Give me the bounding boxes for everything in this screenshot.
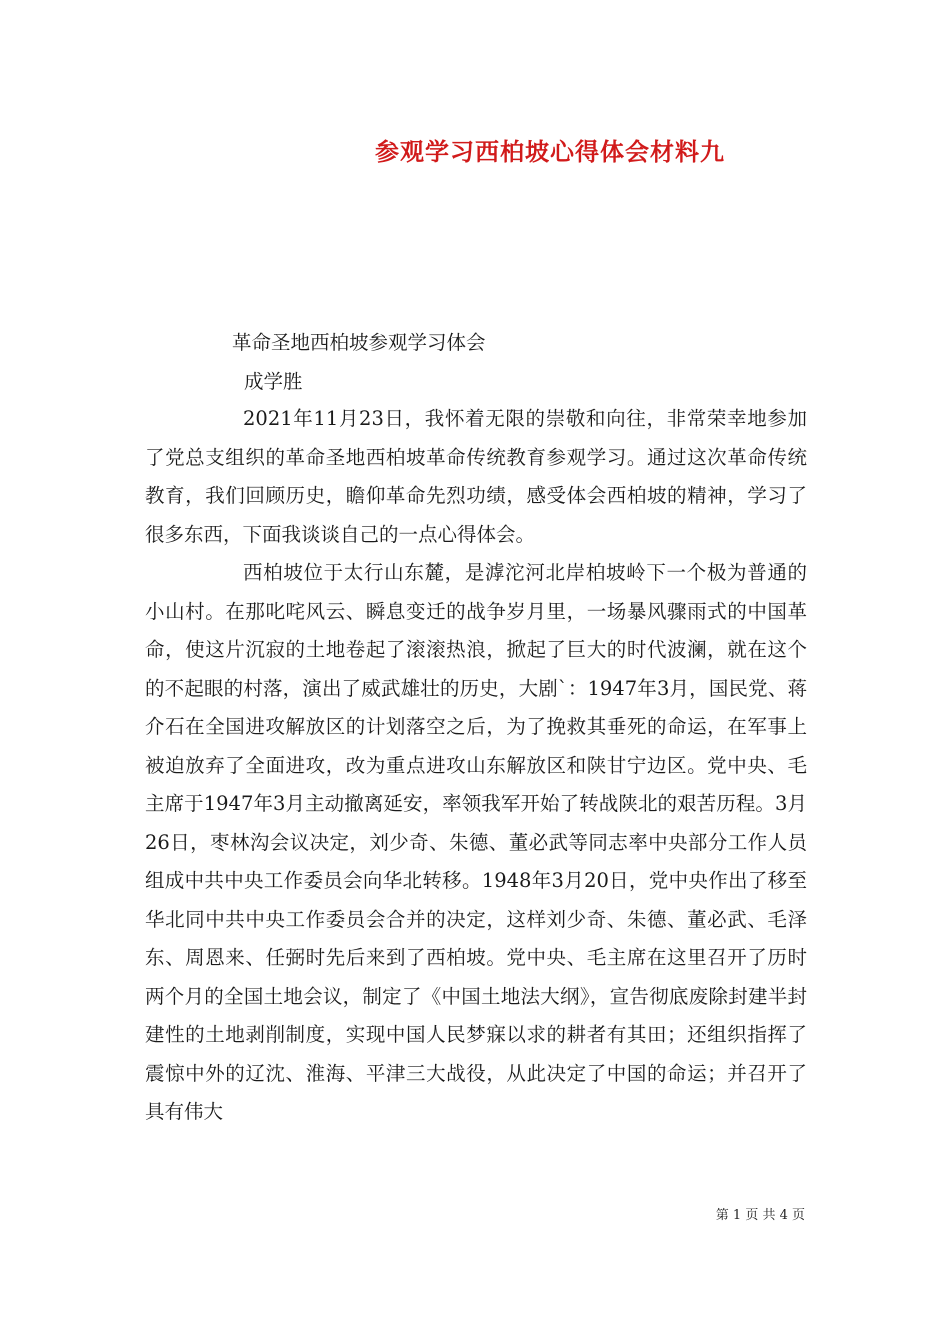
document-subtitle: 革命圣地西柏坡参观学习体会: [232, 331, 486, 354]
document-title: 参观学习西柏坡心得体会材料九: [375, 137, 725, 166]
document-body: [145, 400, 807, 1132]
body-paragraph: 2021年11月23日，我怀着无限的崇敬和向往，非常荣幸地参加了党总支组织的革命圣地西柏坡革命传统教育参观学习。通过这次革命传统教育，我们回顾历史，瞻仰革命先烈功绩，感受体会西柏坡的精神，学习了很多东西，下面我谈谈自己的一点心得体会。: [145, 407, 807, 546]
author-name: 成学胜: [244, 370, 303, 393]
page-number: 第 1 页 共 4 页: [715, 1208, 805, 1223]
body-paragraph: 西柏坡位于太行山东麓，是滹沱河北岸柏坡岭下一个极为普通的小山村。在那叱咤风云、瞬息变迁的战争岁月里，一场暴风骤雨式的中国革命，使这片沉寂的土地卷起了滚滚热浪，掀起了巨大的时代波澜，就在这个的不起眼的村落，演出了威武雄壮的历史，大剧`：1947年3月，国民党、蒋介石在全国进攻解放区的计划落空之后，为了挽救其垂死的命运，在军事上被迫放弃了全面进攻，改为重点进攻山东解放区和陕甘宁边区。党中央、毛主席于1947年3月主动撤离延安，率领我军开始了转战陕北的艰苦历程。3月26日，枣林沟会议决定，刘少奇、朱德、董必武等同志率中央部分工作人员组成中共中央工作委员会向华北转移。1948年3月20日，党中央作出了移至华北同中共中央工作委员会合并的决定，这样刘少奇、朱德、董必武、毛泽东、周恩来、任弼时先后来到了西柏坡。党中央、毛主席在这里召开了历时两个月的全国土地会议，制定了《中国土地法大纲》，宣告彻底废除封建半封建性的土地剥削制度，实现中国人民梦寐以求的耕者有其田；还组织指挥了震惊中外的辽沈、淮海、平津三大战役，从此决定了中国的命运；并召开了具有伟大: [145, 561, 807, 1123]
